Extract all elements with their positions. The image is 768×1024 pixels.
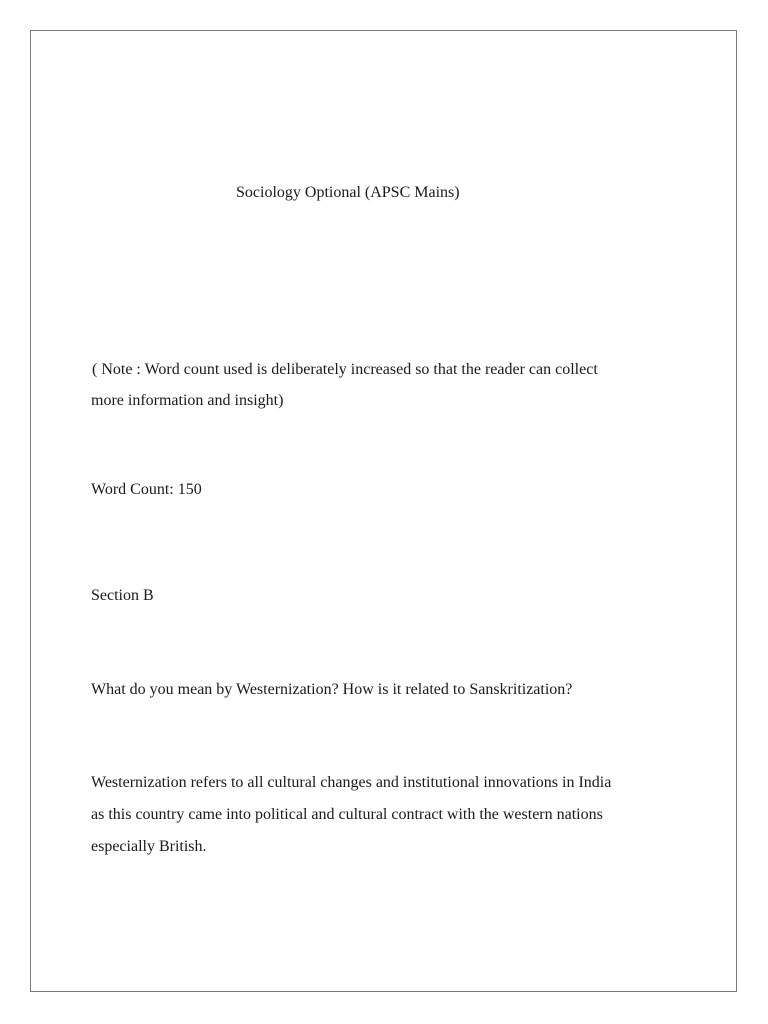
answer-line-2: as this country came into political and cultural contract with the western nations xyxy=(91,806,603,823)
answer-line-1: Westernization refers to all cultural changes and institutional innovations in India xyxy=(91,774,612,791)
section-heading: Section B xyxy=(91,587,154,604)
answer-line-3: especially British. xyxy=(91,838,207,855)
word-count: Word Count: 150 xyxy=(91,481,202,498)
note-line-2: more information and insight) xyxy=(91,392,284,409)
note-line-1: ( Note : Word count used is deliberately increased so that the reader can collect xyxy=(92,361,598,378)
document-title: Sociology Optional (APSC Mains) xyxy=(236,184,460,201)
question-text: What do you mean by Westernization? How is it related to Sanskritization? xyxy=(91,681,573,698)
